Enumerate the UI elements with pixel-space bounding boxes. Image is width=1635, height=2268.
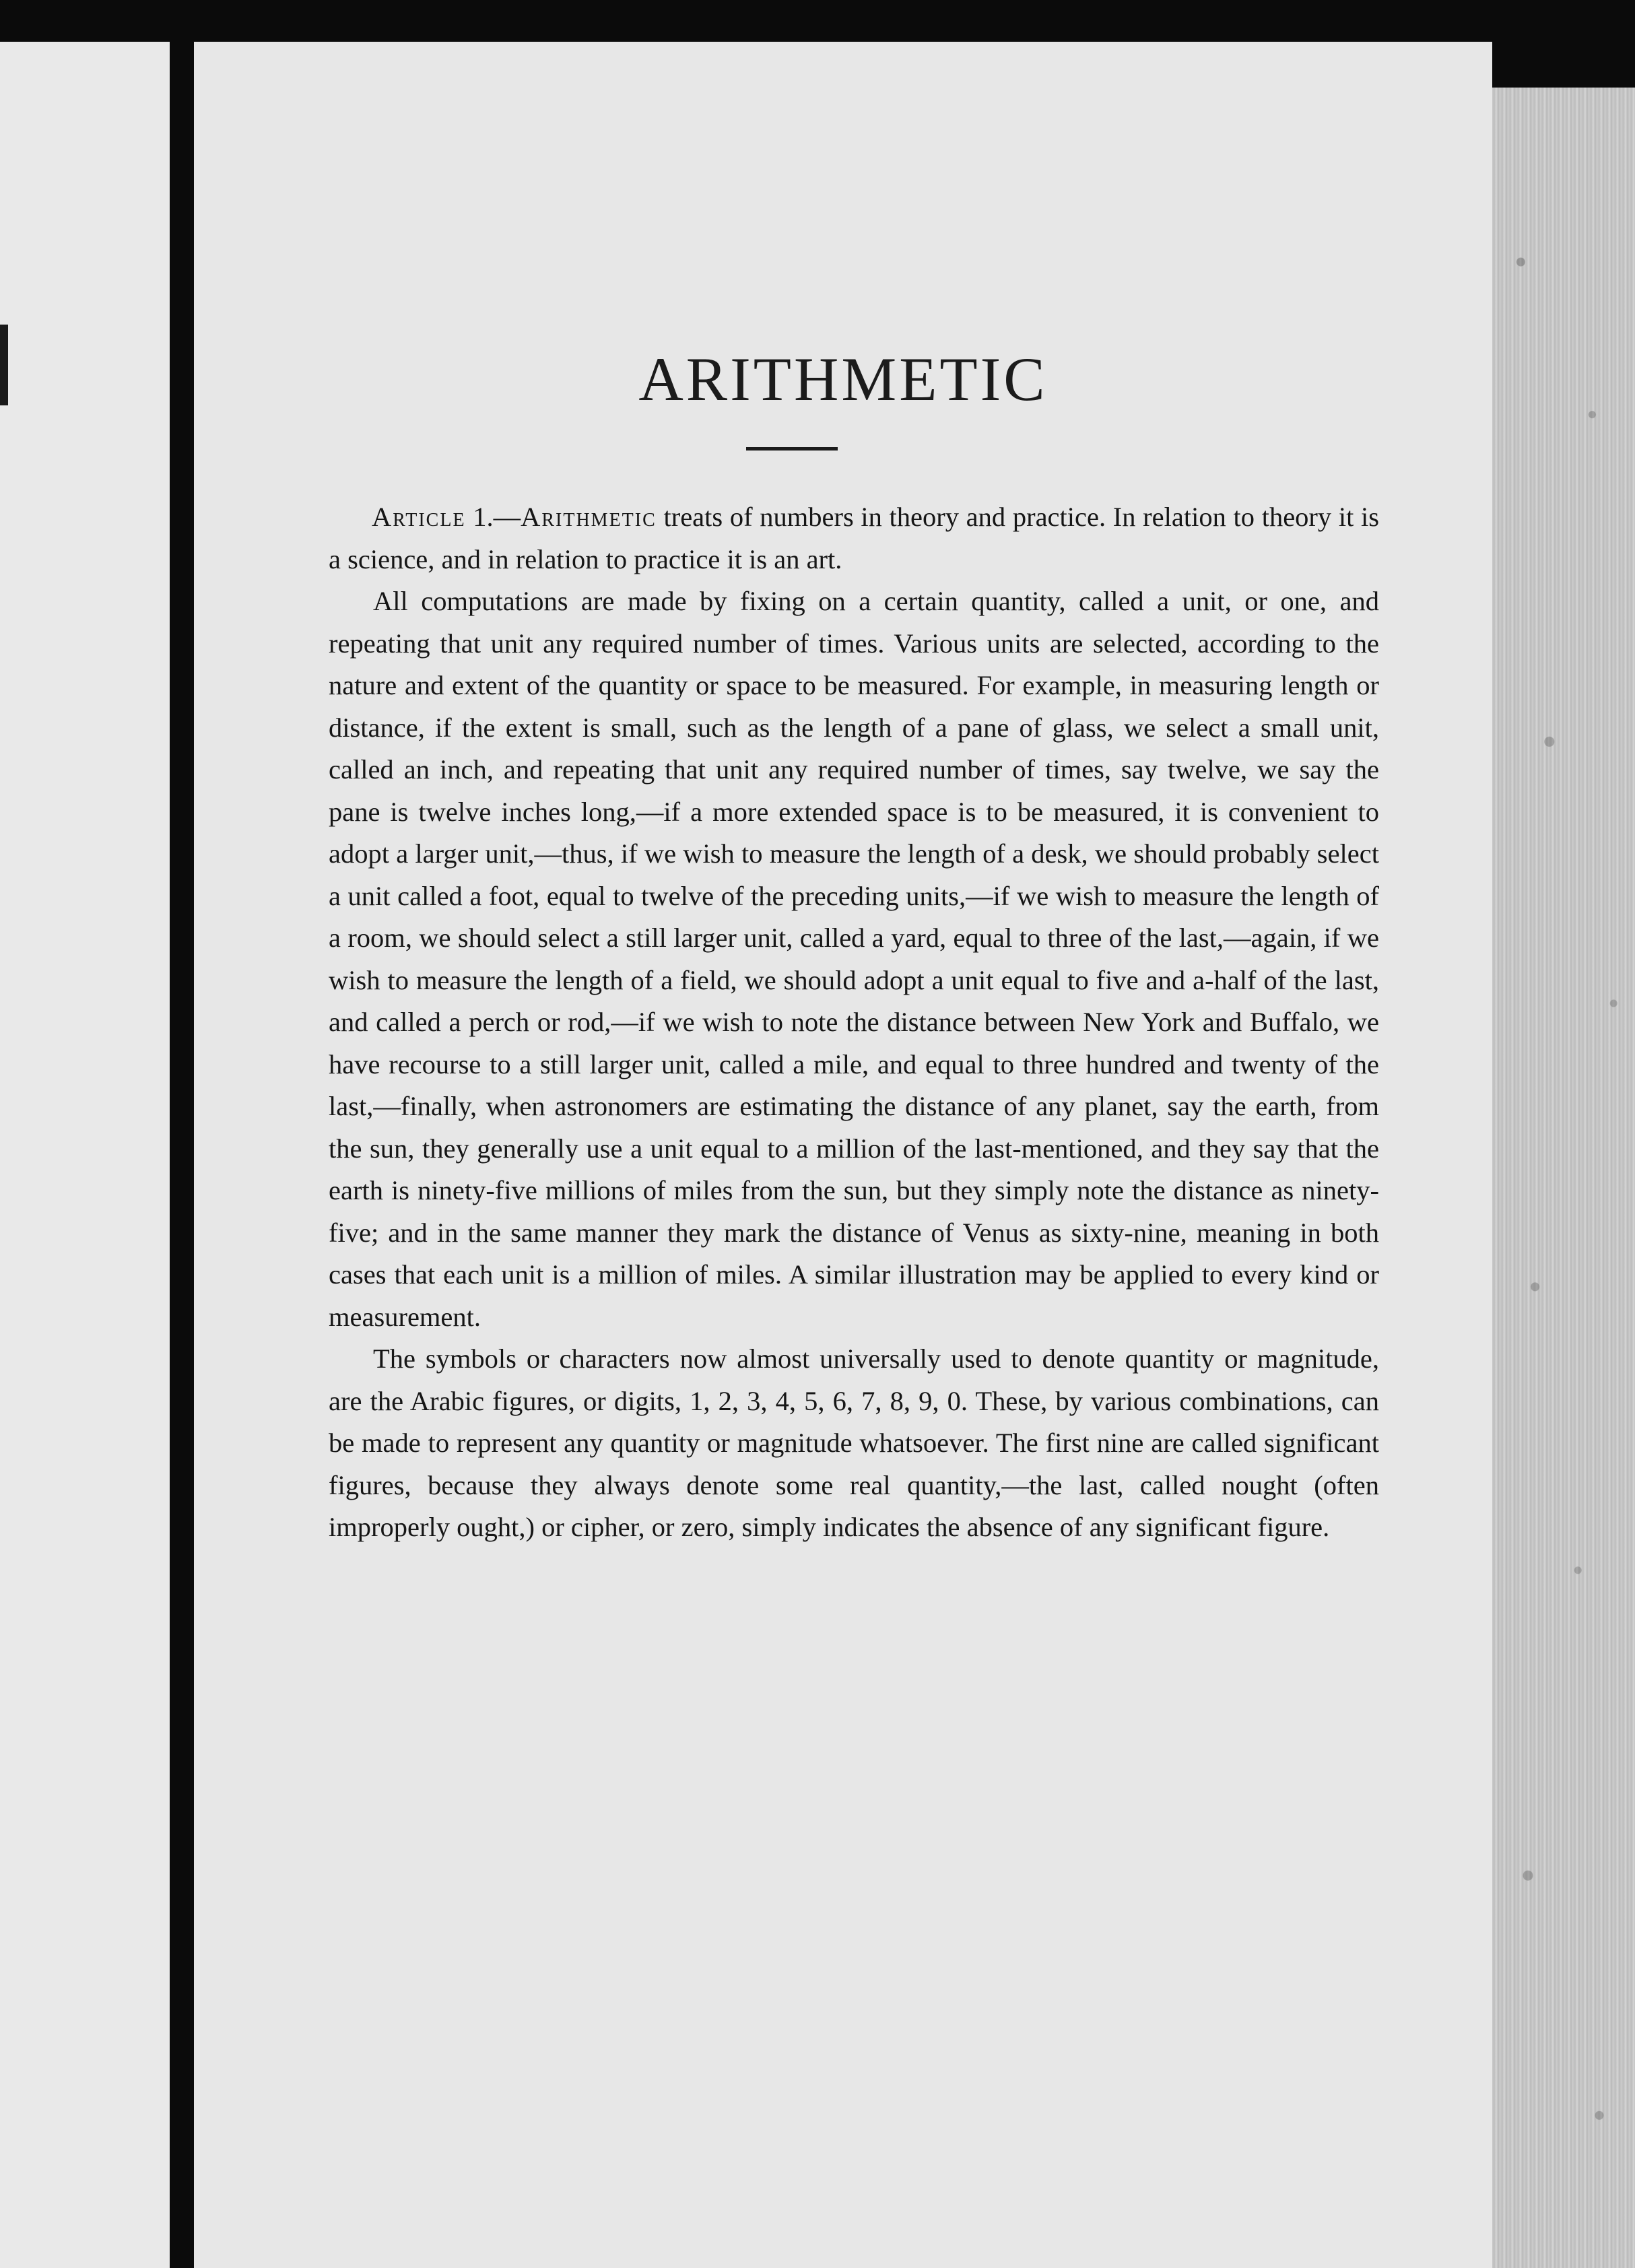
page-edge-shadow: [1492, 42, 1635, 88]
facing-page: [0, 42, 170, 2268]
title-rule: [746, 447, 838, 451]
facing-page-shadow: [0, 325, 8, 405]
page-edges: [1492, 88, 1635, 2268]
article-label: Article: [372, 502, 466, 532]
article-number: 1.—: [473, 502, 521, 532]
article-term: Arithmetic: [521, 502, 657, 532]
page-title: ARITHMETIC: [638, 345, 1048, 413]
body-text: [329, 496, 1379, 1549]
paragraph-1-text: treats of numbers in theory and practice. In relation to theory it is a science, and in relation to practice it is an art.: [329, 502, 1380, 574]
book-page: [194, 42, 1492, 2268]
paragraph-1: [329, 496, 1379, 580]
paragraph-2: All computations are made by fixing on a certain quantity, called a unit, or one, and repeating that unit any required number of times. Various units are selected, according to the nature and extent of the quantity or space to be measured. For example, in measuring length or distance, if the extent is small, such as the length of a pane of glass, we select a small unit, called an inch, and repeating that unit any required number of times, say twelve, we say the pane is twelve inches long,—if a more extended space is to be measured, it is convenient to adopt a larger unit,—thus, if we wish to measure the length of a desk, we should probably select a unit called a foot, equal to twelve of the preceding units,—if we wish to measure the length of a room, we should select a still larger unit, called a yard, equal to three of the last,—again, if we wish to measure the length of a field, we should adopt a unit equal to five and a-half of the last, and called a perch or rod,—if we wish to note the distance between New York and Buffalo, we have recourse to a still larger unit, called a mile, and equal to three hundred and twenty of the last,—finally, when astronomers are estimating the distance of any planet, say the earth, from the sun, they generally use a unit equal to a million of the last-mentioned, and they say that the earth is ninety-five millions of miles from the sun, but they simply note the distance as ninety-five; and in the same manner they mark the distance of Venus as sixty-nine, meaning in both cases that each unit is a million of miles. A similar illustration may be applied to every kind or measurement.: [329, 586, 1379, 1332]
paragraph-3: The symbols or characters now almost universally used to denote quantity or magnitude, are the Arabic figures, or digits, 1, 2, 3, 4, 5, 6, 7, 8, 9, 0. These, by various combinations, can be made to represent any quantity or magnitude whatsoever. The first nine are called significant figures, because they always denote some real quantity,—the last, called nought (often improperly ought,) or cipher, or zero, simply indicates the absence of any significant figure.: [329, 1343, 1379, 1542]
